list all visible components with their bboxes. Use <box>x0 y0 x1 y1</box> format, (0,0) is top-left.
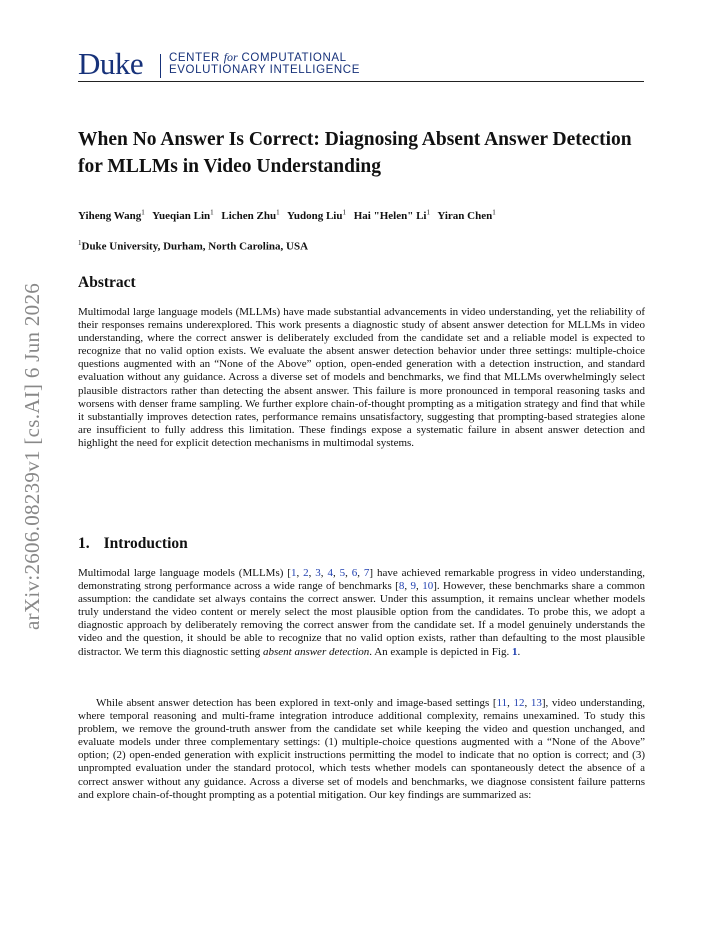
intro-paragraph-2: While absent answer detection has been explored in text-only and image-based settings [11, 12, 13], video understanding, where temporal reasoning and multi-frame integration introduce additional complexity, remains unexamined. To study this problem, we remove the ground-truth answer from the candidate set while keeping the video and question unchanged, and evaluate models under three complementary settings: (1) multiple-choice questions augmented with a “None of the Above” option; (2) open-ended generation with explicit instructions permitting the model to indicate that no option is correct; and (3) unprompted evaluation under the standard protocol, which tests whether models can spontaneously detect the absence of a correct answer without any guidance. Across a diverse set of models and benchmarks, we diagnose consistent failure patterns and explore chain-of-thought prompting as a potential mitigation. Our key findings are summarized as: <box>78 697 646 801</box>
citation-link[interactable]: 6 <box>351 567 358 579</box>
center-name-line2: EVOLUTIONARY INTELLIGENCE <box>169 64 360 76</box>
citation-link[interactable]: 1 <box>290 567 297 579</box>
intro-paragraph-1: Multimodal large language models (MLLMs) [1, 2, 3, 4, 5, 6, 7] have achieved remarkable progress in video understanding, demonstrating strong performance across a wide range of benchmarks [8, 9, 10]. However, these benchmarks share a common assumption: the candidate set always contains the correct answer. Under this assumption, it remains unclear whether models truly understand the video content or merely select the most plausible option from the candidates. To probe this, we adopt a diagnostic approach by deliberately removing the correct answer from the candidate set. If a model genuinely understands the video and the question, it should be able to recognize that no valid option exists, rather than defaulting to the most plausible distractor. We term this diagnostic setting absent answer detection. An example is depicted in Fig. 1. <box>78 567 646 658</box>
logo-divider <box>160 54 161 78</box>
citation-link[interactable]: 5 <box>339 567 346 579</box>
paper-title: When No Answer Is Correct: Diagnosing Absent Answer Detection for MLLMs in Video Understanding <box>78 129 632 177</box>
citation-link[interactable]: 4 <box>327 567 333 579</box>
center-name-line1: CENTER for COMPUTATIONAL <box>169 50 347 64</box>
section-heading-introduction: 1. Introduction <box>78 535 188 552</box>
affiliation: $^1$Duke University, Durham, North Carolina, USA <box>78 239 309 253</box>
header-rule <box>78 81 644 82</box>
author: Yiheng Wang$^1$ <box>78 208 145 222</box>
author: Hai "Helen" Li$^1$ <box>353 208 430 222</box>
citation-link[interactable]: 9 <box>410 580 417 593</box>
citation-link[interactable]: 12 <box>513 697 525 709</box>
author: Yiran Chen$^1$ <box>437 208 496 222</box>
citation-link[interactable]: 8 <box>398 580 405 593</box>
duke-logo: Duke <box>78 46 144 81</box>
citation-link[interactable]: 11 <box>496 697 508 709</box>
citation-link[interactable]: 3 <box>315 567 321 579</box>
arxiv-identifier: arXiv:2606.08239v1 [cs.AI] 6 Jun 2026 <box>20 282 44 630</box>
author: Yueqian Lin$^1$ <box>152 208 214 222</box>
abstract-text: Multimodal large language models (MLLMs) have made substantial advancements in video understanding, yet the reliability of their responses remains underexplored. This work presents a diagnostic study of absent answer detection for MLLMs in video understanding, where the correct answer is deliberately excluded from the candidate set and a reliable model is expected to recognize that no valid option exists. We evaluate the absent answer detection behavior under three settings: multiple-choice questions augmented with an “None of the Above” option, open-ended generation with a detection instruction, and standard evaluation without any guidance. Across a diverse set of models and benchmarks, we find that MLLMs overwhelmingly select plausible distractors rather than detecting the absent answer. This failure is more pronounced in temporal reasoning tasks and worsens with denser frame sampling. We further explore chain-of-thought prompting as a mitigation strategy and find that while it substantially improves detection rates, performance remains unsatisfactory, suggesting that prompting-based strategies alone are insufficient to fully address this limitation. These findings expose a systematic failure in absent answer detection and highlight the need for explicit detection mechanisms in multimodal systems. <box>78 306 645 449</box>
citation-link[interactable]: 7 <box>363 567 370 579</box>
figure-link[interactable]: 1 <box>511 645 518 658</box>
citation-link[interactable]: 13 <box>530 697 542 709</box>
abstract-heading: Abstract <box>78 274 136 291</box>
page-header <box>78 46 644 82</box>
author: Lichen Zhu$^1$ <box>221 208 280 222</box>
author: Yudong Liu$^1$ <box>286 208 346 222</box>
emphasis-term: absent answer detection <box>262 645 370 658</box>
author-list <box>78 208 658 222</box>
citation-link[interactable]: 2 <box>303 567 309 579</box>
citation-link[interactable]: 10 <box>422 580 434 593</box>
